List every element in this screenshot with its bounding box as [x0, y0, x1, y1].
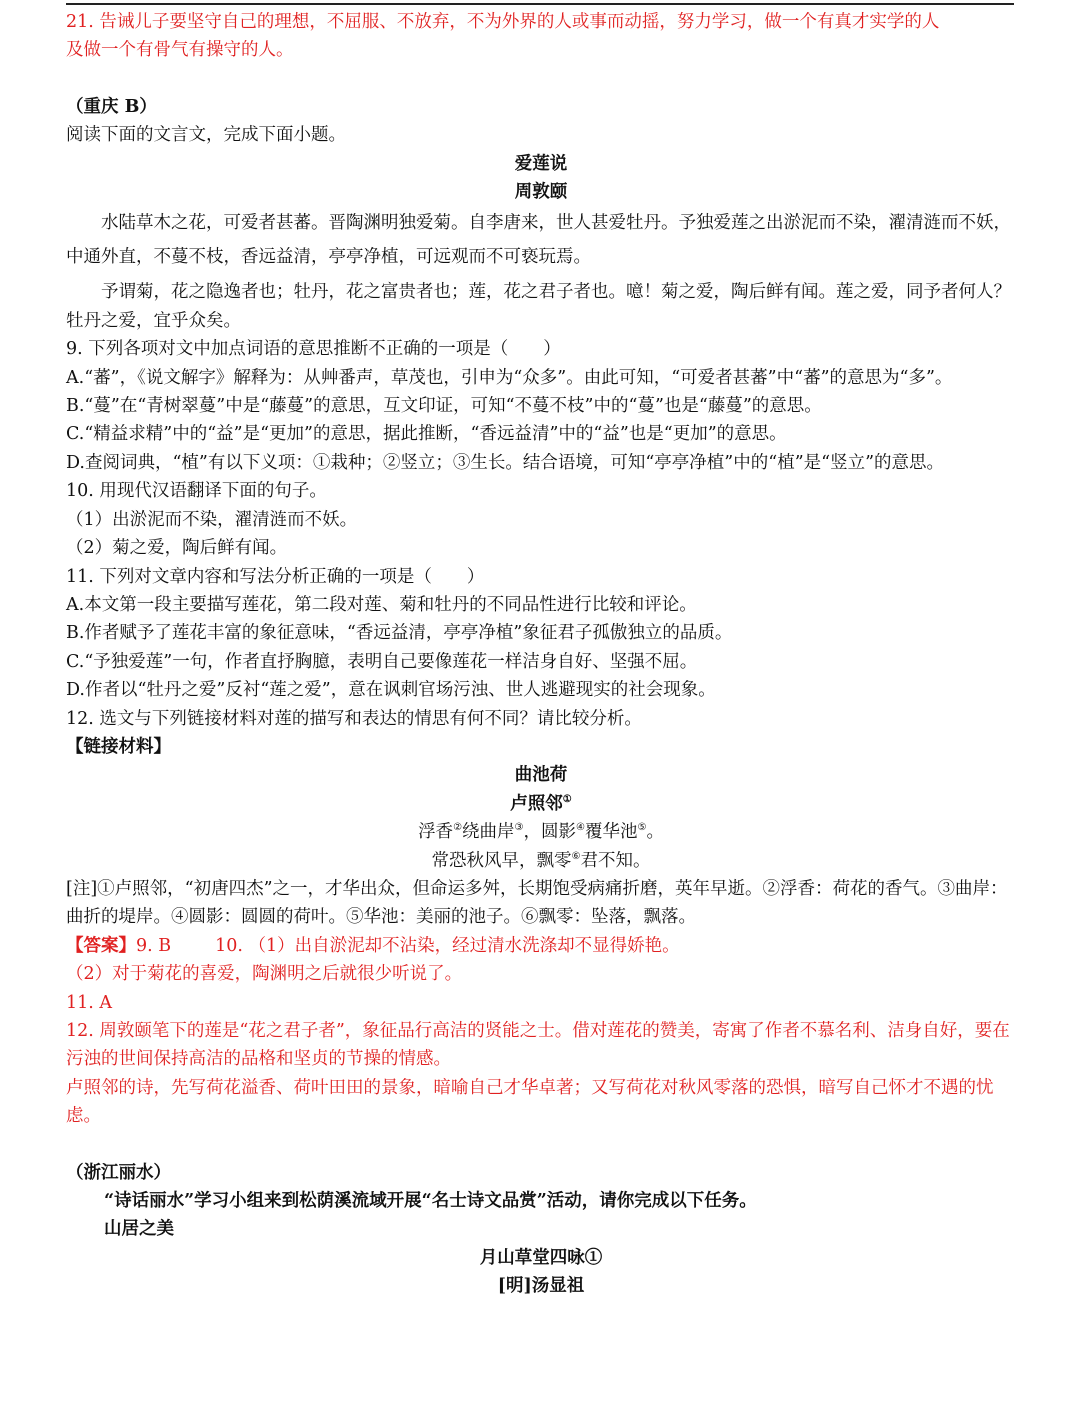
answer-10-2: （2）对于菊花的喜爱，陶渊明之后就很少听说了。: [66, 964, 463, 985]
question-11-option-d: D.作者以“牡丹之爱”反衬“莲之爱”，意在讽刺官场污浊、世人逃避现实的社会现象。: [66, 680, 716, 701]
question-10-item-1: （1）出淤泥而不染，濯清涟而不妖。: [66, 509, 358, 530]
poem-text-segment: 覆华池: [584, 822, 638, 843]
poem-text-segment: 常恐秋风早，飘零: [431, 850, 572, 871]
poem-author-name: 卢照邻: [510, 793, 563, 814]
footnote-marker: ⑤: [637, 822, 647, 834]
essay-para-2: 予谓菊，花之隐逸者也；牡丹，花之富贵者也；莲，花之君子者也。噫！菊之爱，陶后鲜有闻。莲之爱，同予者何人？牡丹之爱，宜乎众矣。: [66, 282, 1011, 331]
lishui-intro: “诗话丽水”学习小组来到松荫溪流域开展“名士诗文品赏”活动，请你完成以下任务。: [104, 1191, 757, 1212]
question-10: 10. 用现代汉语翻译下面的句子。: [66, 481, 327, 502]
poem-line-2: [66, 847, 1016, 875]
question-9-option-a: A.“蕃”，《说文解字》解释为：从艸番声，草茂也，引申为“众多”。由此可知，“可爱者甚蕃”中“蕃”的意思为“多”。: [66, 367, 953, 388]
question-9-option-c: C.“精益求精”中的“益”是“更加”的意思，据此推断，“香远益清”中的“益”也是“更加”的意思。: [66, 424, 787, 445]
answer-12-b: 卢照邻的诗，先写荷花溢香、荷叶田田的景象，暗喻自己才华卓著；又写荷花对秋风零落的恐惧，暗写自己怀才不遇的忧虑。: [66, 1077, 994, 1127]
poem-author: [66, 790, 1016, 818]
poem-title: 曲池荷: [514, 765, 568, 786]
footnote-marker: ④: [576, 822, 585, 834]
question-10-item-2: （2）菊之爱，陶后鲜有闻。: [66, 538, 288, 559]
poem-text-segment: 。: [646, 822, 664, 843]
question-11: 11. 下列对文章内容和写法分析正确的一项是（ ）: [66, 566, 485, 587]
lishui-task: 山居之美: [104, 1219, 174, 1240]
answer-block-row1: [66, 932, 1016, 960]
source-chongqing: （重庆 B）: [66, 96, 157, 117]
question-9-option-d: D.查阅词典，“植”有以下义项：①栽种；②竖立；③生长。结合语境，可知“亭亭净植”中的“植”是“竖立”的意思。: [66, 452, 945, 473]
poem-text-segment: 君不知。: [580, 850, 651, 871]
essay-title: 爱莲说: [514, 153, 568, 174]
answer-9: 9. B: [136, 935, 172, 956]
question-11-option-b: B.作者赋予了莲花丰富的象征意味，“香远益清，亭亭净植”象征君子孤傲独立的品质。: [66, 623, 733, 644]
question-9: 9. 下列各项对文中加点词语的意思推断不正确的一项是（ ）: [66, 339, 561, 360]
poem-text-segment: 绕曲岸: [462, 822, 515, 843]
top-rule: [66, 3, 1014, 5]
answer-11: 11. A: [66, 992, 113, 1013]
answer-21-line2: 及做一个有骨气有操守的人。: [66, 40, 294, 61]
source-lishui: （浙江丽水）: [66, 1162, 171, 1183]
poem-author-note: ①: [562, 793, 572, 805]
essay-author: 周敦颐: [514, 182, 568, 203]
question-9-option-b: B.“蔓”在“青树翠蔓”中是“藤蔓”的意思，互文印证，可知“不蔓不枝”中的“蔓”也是“藤蔓”的意思。: [66, 396, 822, 417]
poem-text-segment: ，圆影: [523, 822, 576, 843]
answer-12-a: 12. 周敦颐笔下的莲是“花之君子者”，象征品行高洁的贤能之士。借对莲花的赞美，寄寓了作者不慕名利、洁身自好，要在污浊的世间保持高洁的品格和坚贞的节操的情感。: [66, 1021, 1010, 1070]
footnote-marker: ②: [453, 822, 463, 834]
lishui-poem-title: 月山草堂四咏①: [479, 1247, 603, 1268]
answer-21-line1: 21. 告诫儿子要坚守自己的理想，不屈服、不放弃，不为外界的人或事而动摇，努力学习，做一个有真才实学的人: [66, 12, 940, 32]
essay-para-1: 水陆草木之花，可爱者甚蕃。晋陶渊明独爱菊。自李唐来，世人甚爱牡丹。予独爱莲之出淤泥而不染，濯清涟而不妖，中通外直，不蔓不枝，香远益清，亭亭净植，可远观而不可亵玩焉。: [66, 213, 1011, 268]
instruction: 阅读下面的文言文，完成下面小题。: [66, 125, 346, 146]
poem-notes: [注]①卢照邻，“初唐四杰”之一，才华出众，但命运多舛，长期饱受病痛折磨，英年早逝。②浮香：荷花的香气。③曲岸：曲折的堤岸。④圆影：圆圆的荷叶。⑤华池：美丽的池子。⑥飘零：坠落，飘落。: [66, 878, 1008, 928]
question-12: 12. 选文与下列链接材料对莲的描写和表达的情思有何不同？请比较分析。: [66, 708, 642, 729]
footnote-marker: ③: [514, 822, 524, 834]
poem-line-1: [66, 818, 1016, 846]
answer-10-1: 10. （1）出自淤泥却不沾染，经过清水洗涤却不显得娇艳。: [215, 935, 680, 956]
question-11-option-a: A.本文第一段主要描写莲花，第二段对莲、菊和牡丹的不同品性进行比较和评论。: [66, 594, 697, 615]
answer-label: 【答案】: [66, 935, 136, 956]
poem-text-segment: 浮香: [418, 822, 454, 843]
lishui-poem-author: [明]汤显祖: [497, 1276, 585, 1297]
document-page: [66, 8, 1016, 1301]
link-material-label: 【链接材料】: [66, 736, 171, 757]
footnote-marker: ⑥: [571, 850, 581, 862]
question-11-option-c: C.“予独爱莲”一句，作者直抒胸臆，表明自己要像莲花一样洁身自好、坚强不屈。: [66, 651, 698, 672]
